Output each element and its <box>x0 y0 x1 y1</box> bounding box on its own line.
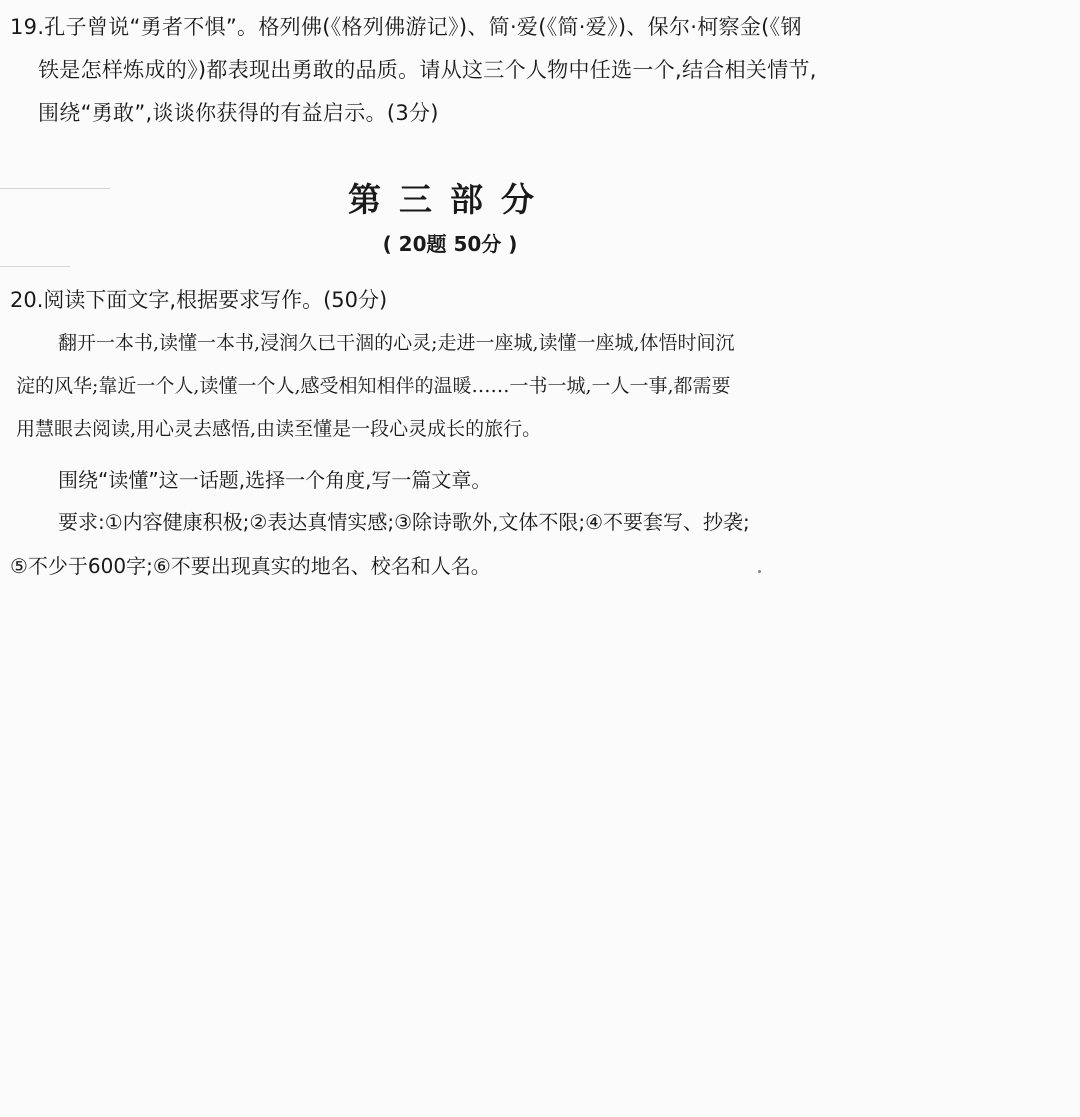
question-19 <box>10 6 1070 135</box>
passage-line-3: 用慧眼去阅读,用心灵去感悟,由读至懂是一段心灵成长的旅行。 <box>16 418 542 440</box>
passage-line-1: 翻开一本书,读懂一本书,浸润久已干涸的心灵;走进一座城,读懂一座城,体悟时间沉 <box>58 332 735 354</box>
reading-passage <box>16 322 916 451</box>
requirements-line-2: ⑤不少于600字;⑥不要出现真实的地名、校名和人名。 <box>10 554 491 578</box>
part-three-subtitle: ( 20题 50分 ) <box>382 232 518 256</box>
scan-speck <box>758 570 761 573</box>
part-three-title: 第三部分 <box>348 180 552 219</box>
question-19-line-1: 19.孔子曾说“勇者不惧”。格列佛(《格列佛游记》)、简·爱(《简·爱》)、保尔·柯察金(《钢 <box>10 15 802 39</box>
scan-artifact-line <box>0 266 70 267</box>
passage-line-2: 淀的风华;靠近一个人,读懂一个人,感受相知相伴的温暖……一书一城,一人一事,都需要 <box>16 375 731 397</box>
writing-requirements <box>10 500 1070 588</box>
question-19-line-2: 铁是怎样炼成的》)都表现出勇敢的品质。请从这三个人物中任选一个,结合相关情节, <box>38 58 817 82</box>
question-20-heading: 20.阅读下面文字,根据要求写作。(50分) <box>10 288 388 312</box>
writing-topic: 围绕“读懂”这一话题,选择一个角度,写一篇文章。 <box>58 468 492 492</box>
question-19-line-3: 围绕“勇敢”,谈谈你获得的有益启示。(3分) <box>38 101 439 125</box>
requirements-line-1: 要求:①内容健康积极;②表达真情实感;③除诗歌外,文体不限;④不要套写、抄袭; <box>58 510 750 534</box>
